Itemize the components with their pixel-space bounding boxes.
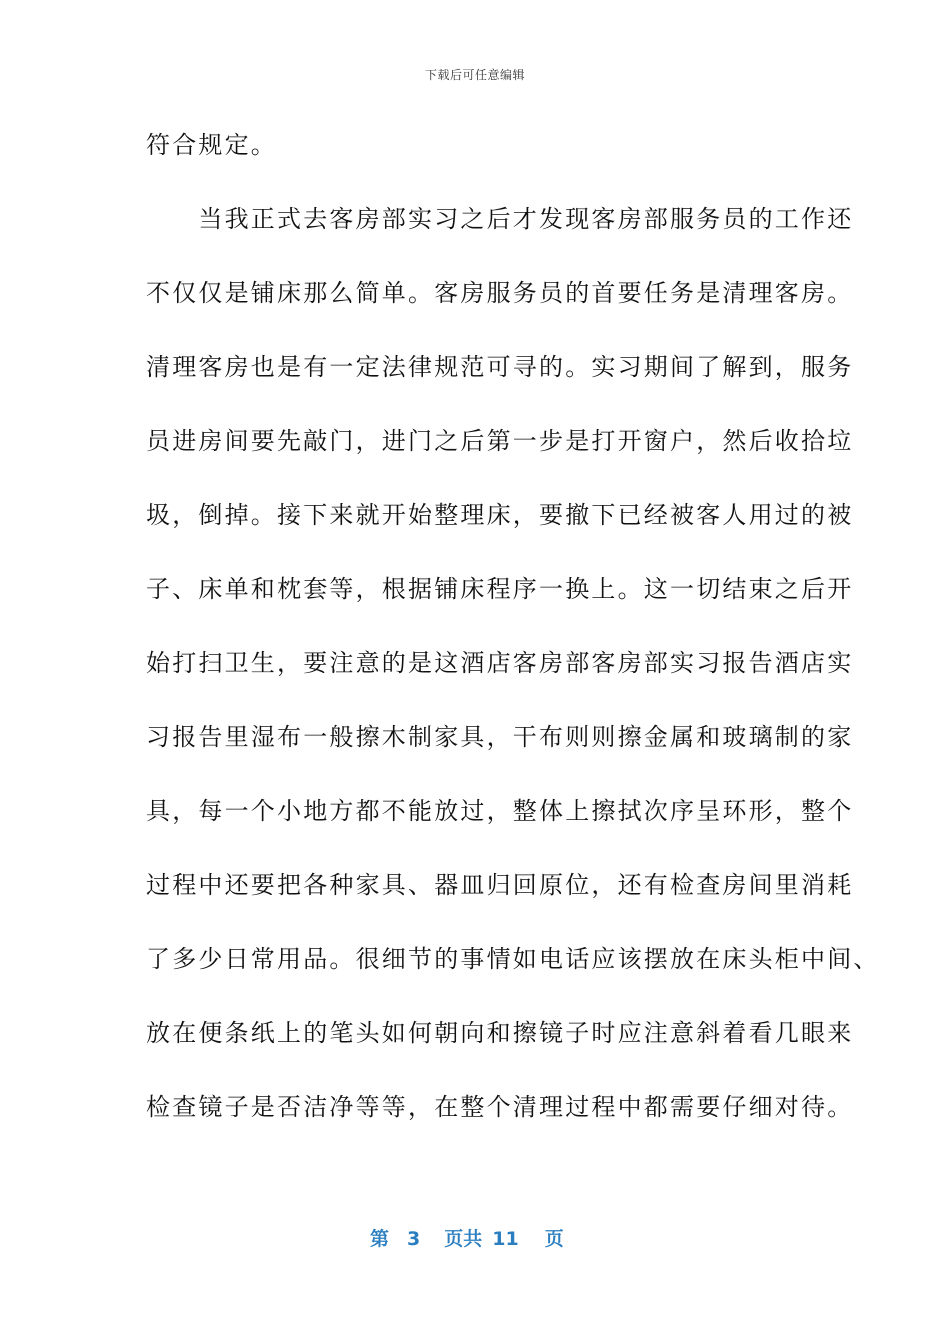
body-line: 习报告里湿布一般擦木制家具，干布则则擦金属和玻璃制的家 [146,723,854,751]
footer-prefix: 第 [370,1228,390,1250]
footer-page-number: 3 [407,1228,421,1250]
body-line: 当我正式去客房部实习之后才发现客房部服务员的工作还 [146,205,854,233]
document-body [146,116,880,1152]
body-line: 始打扫卫生，要注意的是这酒店客房部客房部实习报告酒店实 [146,649,854,677]
body-line: 子、床单和枕套等，根据铺床程序一换上。这一切结束之后开 [146,575,854,603]
body-line: 具，每一个小地方都不能放过，整体上擦拭次序呈环形，整个 [146,797,854,825]
body-line: 检查镜子是否洁净等等，在整个清理过程中都需要仔细对待。 [146,1093,854,1121]
body-line: 过程中还要把各种家具、器皿归回原位，还有检查房间里消耗 [146,871,854,899]
body-line: 了多少日常用品。很细节的事情如电话应该摆放在床头柜中间、 [146,945,880,973]
body-line: 放在便条纸上的笔头如何朝向和擦镜子时应注意斜着看几眼来 [146,1019,854,1047]
page-header: 下载后可任意编辑 [424,68,525,82]
body-line: 圾，倒掉。接下来就开始整理床，要撤下已经被客人用过的被 [146,501,854,529]
body-line: 清理客房也是有一定法律规范可寻的。实习期间了解到，服务 [146,353,854,381]
footer-middle: 页共 [444,1228,483,1250]
body-line: 符合规定。 [146,131,277,159]
footer-suffix: 页 [544,1228,564,1250]
body-line: 员进房间要先敲门，进门之后第一步是打开窗户，然后收拾垃 [146,427,854,455]
body-line: 不仅仅是铺床那么简单。客房服务员的首要任务是清理客房。 [146,279,854,307]
footer-total-pages: 11 [492,1228,519,1250]
page-footer [370,1224,564,1251]
